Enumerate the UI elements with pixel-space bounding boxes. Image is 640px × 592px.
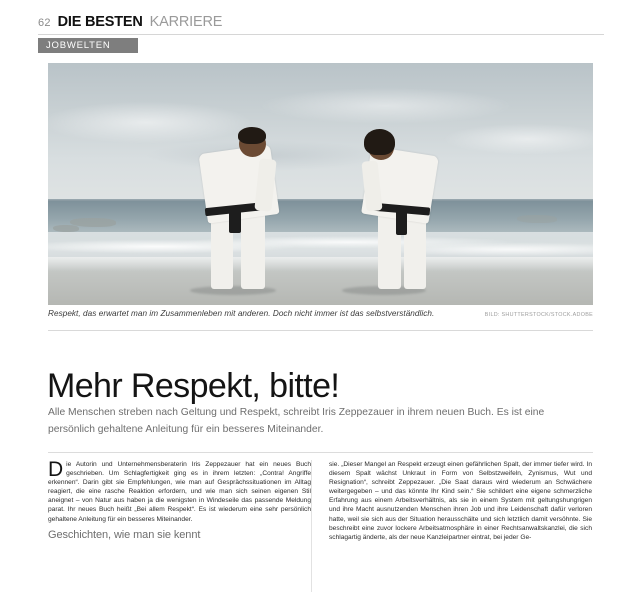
dropcap: D xyxy=(48,458,64,481)
folio-number: 62 xyxy=(38,17,51,29)
photo-figure-hair xyxy=(238,127,266,144)
caption-row xyxy=(48,309,593,318)
body-paragraph-text: ie Autorin und Unternehmensberaterin Iris Zeppezauer hat ein neues Buch geschrieben. Um Schlagfertigkeit ging es in ihrem letzten: „Contra! Angriffe erkennen“. Darin gibt sie Empfehlungen, wie man auf Gesprächssituationen im Alltag reagiert, die eine rasche Reaktion erfordern, und wie man sich seinen eigenen Stil aneignet – von Natur aus haben ja die wenigsten in Windeseile das passende Meldung parat. Ihr neues Buch heißt „Bei allem Respekt“. Es ist wiederum eine sehr persönlich gehaltene Anleitung für ein besseres Miteinander. xyxy=(48,461,311,523)
article-body xyxy=(48,460,593,548)
article-standfirst: Alle Menschen streben nach Geltung und Respekt, schreibt Iris Zeppezauer in ihrem neuen Buch. Es ist eine persönlich gehaltene Anleitung für ein besseres Miteinander. xyxy=(48,407,545,435)
photo-rock xyxy=(53,225,79,232)
column-divider xyxy=(311,460,312,592)
photo-figure-belt-knot xyxy=(396,207,407,235)
header-divider xyxy=(38,34,604,35)
body-paragraph xyxy=(48,460,311,524)
page-title: Mehr Respekt, bitte! xyxy=(47,366,340,405)
page-header xyxy=(38,14,604,30)
photo-figure-hair xyxy=(364,129,395,155)
publication-title: DIE BESTEN xyxy=(57,14,143,30)
photo-clouds xyxy=(48,78,593,189)
section-title: KARRIERE xyxy=(149,14,223,30)
photo-horizon xyxy=(48,199,593,201)
body-subheading: Geschichten, wie man sie kennt xyxy=(48,528,201,541)
caption-divider xyxy=(48,330,593,331)
photo-credit: BILD: SHUTTERSTOCK/STOCK.ADOBE xyxy=(484,312,593,318)
photo-figure-right xyxy=(342,115,452,290)
photo-figure-left xyxy=(195,115,305,290)
photo-figure-belt-knot xyxy=(229,207,241,233)
photo-figure-leg xyxy=(241,211,265,289)
photo-caption: Respekt, das erwartet man im Zusammenleben mit anderen. Doch nicht immer ist das selbstverständlich. xyxy=(48,309,435,318)
article-photo xyxy=(48,63,593,305)
section-tab: JOBWELTEN xyxy=(38,38,138,53)
body-paragraph: sie. „Dieser Mangel an Respekt erzeugt einen gefährlichen Spalt, der immer tiefer wird. In diesem Spalt wächst Unkraut in Form von Selbstzweifeln, Zynismus, Wut und Resignation“, schreibt Zeppezauer. „Die Saat daraus wird wiederum an Schwächere weitergegeben – und das könnte Ihr Kind sein.“ Sie schildert eine eigene schmerzliche Erfahrung aus einem Arbeitsverhältnis, als sie in einem System mit geltungshungrigen und ihre Macht ausnutzenden Menschen ihren Job und ihre Leidenschaft dafür verloren hatte, weil sie sich aus der Situation herausschälte und sich letztlich damit versöhnte. Sie beschreibt eine zuvor lockere Arbeitsatmosphäre in einer Rechtsanwaltskanzlei, die sich schlagartig änderte, als der neue Kanzleipartner eintrat, bei jeder Ge- xyxy=(329,461,592,541)
body-column-right xyxy=(329,460,592,548)
standfirst-divider xyxy=(48,452,593,453)
body-column-left xyxy=(48,460,311,548)
photo-wet-sand xyxy=(48,257,593,272)
